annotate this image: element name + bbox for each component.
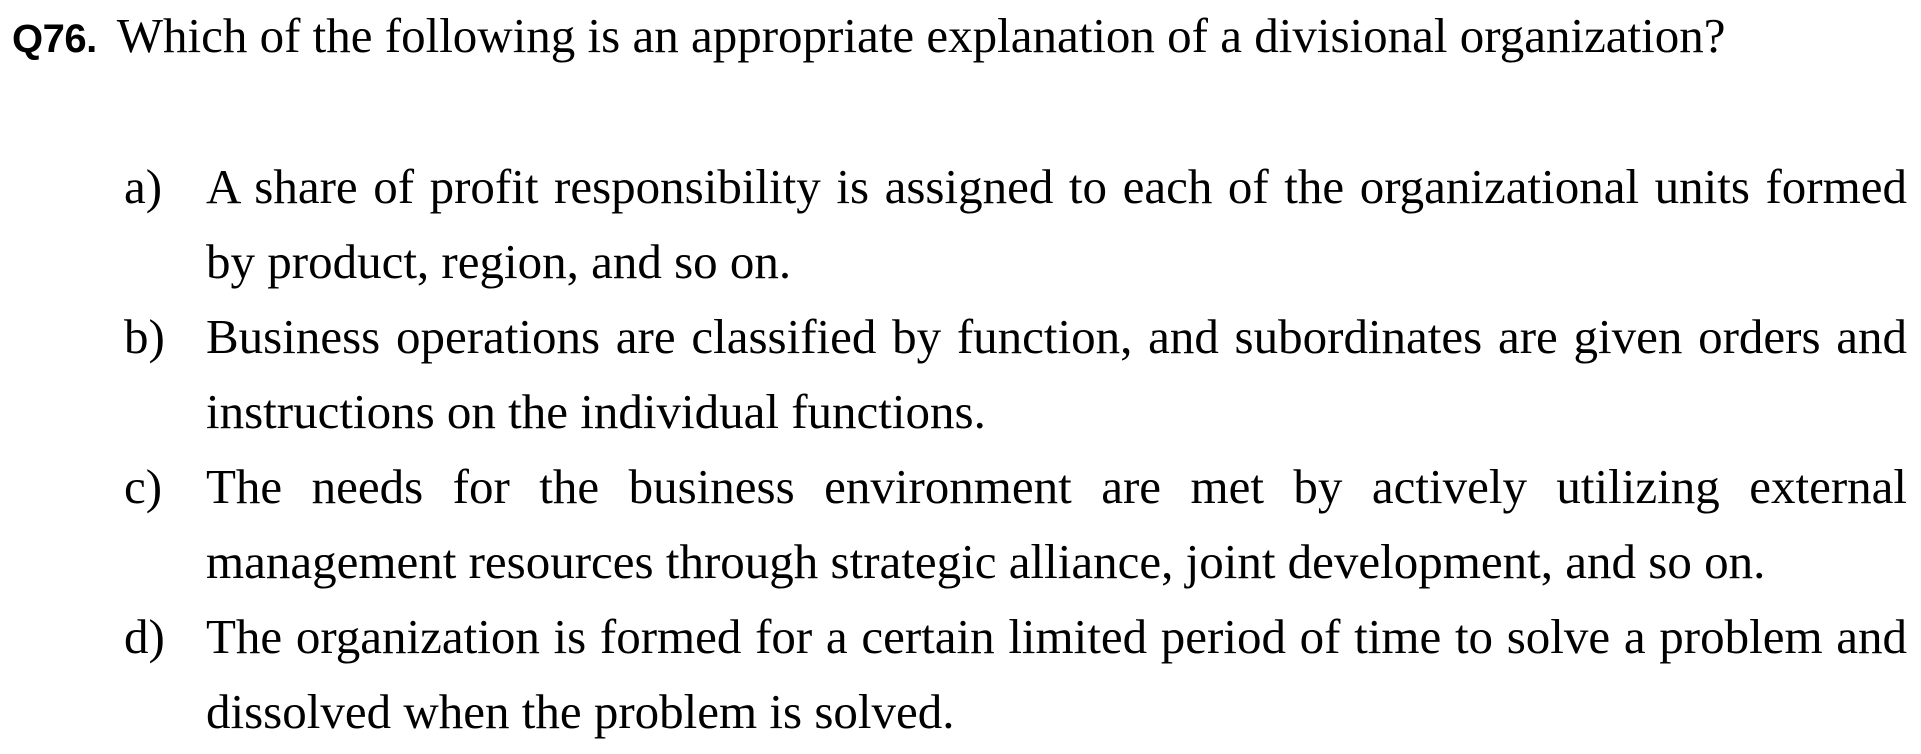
option-a-text: A share of profit responsibility is assigned to each of the organizational units formed by product, region, and so on. bbox=[206, 159, 1907, 289]
question-number: Q76. bbox=[12, 17, 97, 61]
option-c-text: The needs for the business environment are met by actively utilizing external management resources through strategic alliance, joint development, and so on. bbox=[206, 459, 1907, 589]
option-b-letter: b) bbox=[124, 309, 165, 364]
option-c-letter: c) bbox=[124, 459, 163, 514]
option-a-letter: a) bbox=[124, 159, 163, 214]
option-b-text: Business operations are classified by function, and subordinates are given orders and instructions on the individual functions. bbox=[206, 309, 1907, 439]
option-d-text: The organization is formed for a certain limited period of time to solve a problem and dissolved when the problem is solved. bbox=[206, 609, 1907, 739]
question bbox=[12, 4, 1902, 80]
question-text: Which of the following is an appropriate explanation of a divisional organization? bbox=[116, 8, 1726, 63]
option-d-letter: d) bbox=[124, 609, 165, 664]
